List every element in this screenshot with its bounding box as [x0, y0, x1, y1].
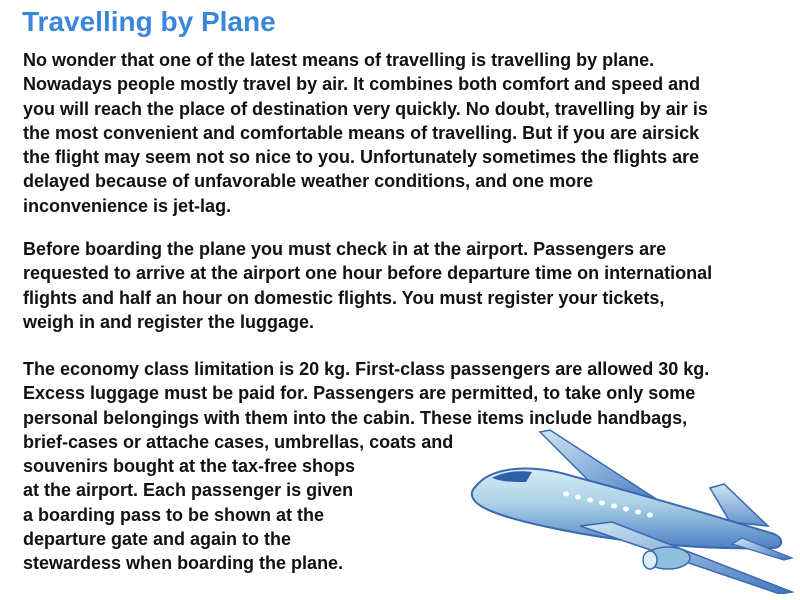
paragraph-line: No wonder that one of the latest means of travelling is travelling by plane.: [23, 50, 655, 70]
paragraph-2: [23, 237, 798, 334]
paragraph-1: [23, 48, 798, 218]
paragraph-line: souvenirs bought at the tax-free shops: [23, 456, 356, 477]
paragraph-line: Excess luggage must be paid for. Passengers are permitted, to take only some: [23, 383, 696, 404]
paragraph-line: flights and half an hour on domestic flights. You must register your tickets,: [23, 287, 665, 308]
paragraph-line: Before boarding the plane you must check in at the airport. Passengers are: [23, 239, 667, 259]
airplane-icon: [462, 426, 798, 594]
paragraph-line: at the airport. Each passenger is given: [23, 480, 354, 501]
paragraph-line: you will reach the place of destination very quickly. No doubt, travelling by air is: [23, 98, 708, 119]
paragraph-line: delayed because of unfavorable weather conditions, and one more: [23, 171, 594, 192]
page-title: Travelling by Plane: [22, 6, 276, 37]
paragraph-line: stewardess when boarding the plane.: [23, 553, 344, 574]
paragraph-line: the flight may seem not so nice to you. Unfortunately sometimes the flights are: [23, 147, 700, 168]
paragraph-line: personal belongings with them into the cabin. These items include handbags,: [23, 407, 688, 428]
paragraph-line: departure gate and again to the: [23, 529, 292, 550]
paragraph-line: brief-cases or attache cases, umbrellas, coats and: [23, 431, 454, 452]
paragraph-line: Nowadays people mostly travel by air. It combines both comfort and speed and: [23, 74, 701, 95]
paragraph-line: inconvenience is jet-lag.: [23, 195, 232, 216]
paragraph-line: requested to arrive at the airport one hour before departure time on international: [23, 263, 713, 284]
paragraph-line: a boarding pass to be shown at the: [23, 504, 325, 525]
paragraph-line: weigh in and register the luggage.: [23, 311, 315, 332]
paragraph-line: the most convenient and comfortable means of travelling. But if you are airsick: [23, 122, 700, 143]
paragraph-line: The economy class limitation is 20 kg. First-class passengers are allowed 30 kg.: [23, 359, 710, 379]
